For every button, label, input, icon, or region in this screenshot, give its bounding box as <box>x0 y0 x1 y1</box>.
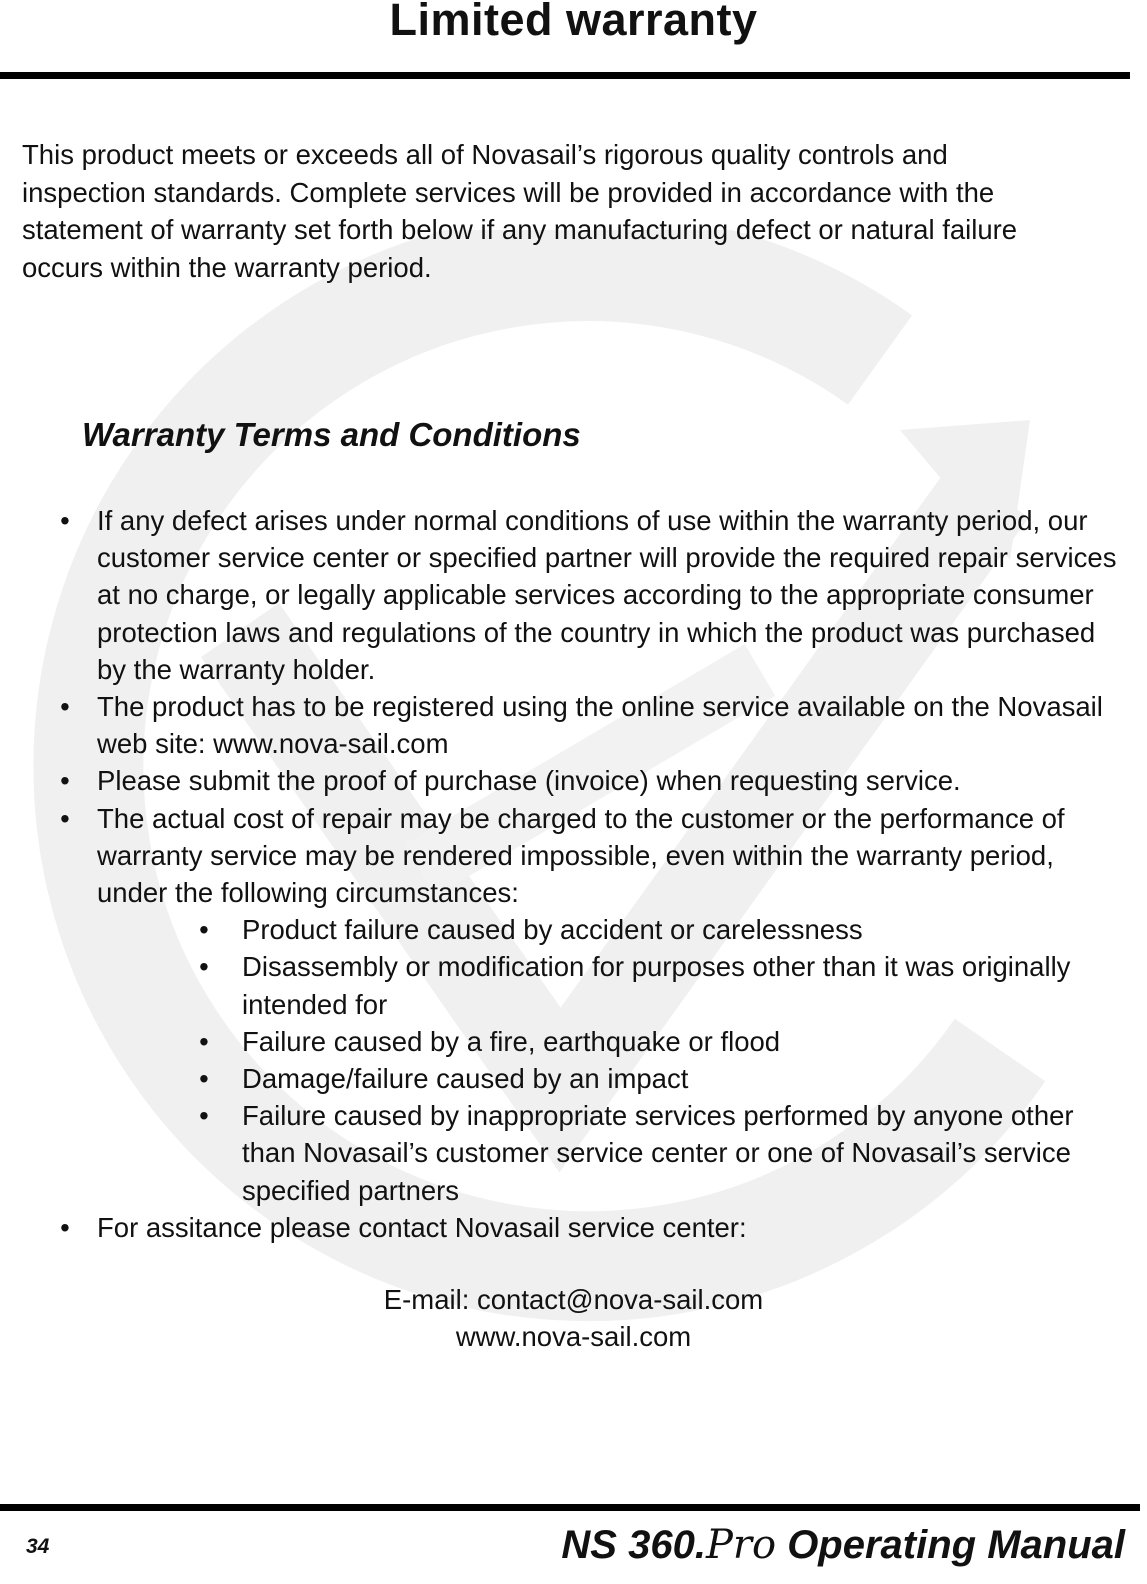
list-item-text: Please submit the proof of purchase (invoice) when requesting service. <box>97 765 961 797</box>
footer-manual: Operating Manual <box>787 1523 1125 1567</box>
sub-list-item-text: Failure caused by inappropriate services performed by anyone other than Novasail’s customer service center or one of Novasail’s service specified partners <box>242 1100 1074 1206</box>
list-item <box>0 688 1117 762</box>
bullet-icon: • <box>60 505 70 536</box>
list-item <box>0 800 1117 912</box>
sub-list-item-text: Product failure caused by accident or carelessness <box>242 914 863 946</box>
sub-list-item-text: Disassembly or modification for purposes other than it was originally intended for <box>242 951 1071 1020</box>
intro-paragraph <box>22 136 1142 286</box>
list-item-text: The product has to be registered using the online service available on the Novasail web site: www.nova-sail.com <box>97 691 1103 760</box>
intro-line: statement of warranty set forth below if any manufacturing defect or natural failure <box>22 214 1018 245</box>
footer-model-suffix: Pro <box>705 1522 777 1568</box>
sub-list-item-text: Failure caused by a fire, earthquake or flood <box>242 1025 781 1057</box>
header-divider <box>0 72 1130 79</box>
bullet-icon: • <box>60 1211 70 1243</box>
bullet-icon: • <box>199 1025 209 1057</box>
contact-website[interactable]: www.nova-sail.com <box>455 1321 692 1352</box>
bullet-icon: • <box>199 1100 209 1132</box>
intro-line: This product meets or exceeds all of Novasail’s rigorous quality controls and <box>22 139 948 170</box>
list-item <box>0 762 1117 799</box>
list-item <box>0 502 1117 688</box>
bullet-icon: • <box>60 802 70 834</box>
intro-line: inspection standards. Complete services will be provided in accordance with the <box>22 176 995 208</box>
footer-manual-title <box>561 1522 1125 1568</box>
intro-line: occurs within the warranty period. <box>22 251 432 283</box>
footer-model: NS 360. <box>561 1523 706 1567</box>
bullet-icon: • <box>199 1063 209 1095</box>
bullet-icon: • <box>199 914 209 946</box>
list-item-text: If any defect arises under normal conditions of use within the warranty period, our customer service center or specified partner will provide the required repair services at no charge, or legally applicable services according to the appropriate consumer protection laws and regulations of the country in which the product was purchased by the warranty holder. <box>97 505 1117 685</box>
sub-list-item <box>0 948 1122 1022</box>
footer-divider <box>0 1504 1140 1511</box>
page-number: 34 <box>26 1535 50 1558</box>
sub-list-item <box>0 911 1122 948</box>
section-heading: Warranty Terms and Conditions <box>82 416 581 453</box>
contact-email[interactable]: E-mail: contact@nova-sail.com <box>383 1284 764 1315</box>
contact-block <box>0 1281 1147 1355</box>
list-item-text: The actual cost of repair may be charged to the customer or the performance of warranty service may be rendered impossible, even within the warranty period, under the following circumstances: <box>97 802 1065 909</box>
sub-list-item-text: Damage/failure caused by an impact <box>242 1063 689 1095</box>
list-item-text: For assitance please contact Novasail service center: <box>97 1211 747 1243</box>
bullet-icon: • <box>199 951 209 983</box>
list-item <box>0 1209 1117 1246</box>
bullet-icon: • <box>60 691 70 723</box>
page-title: Limited warranty <box>389 0 758 45</box>
terms-list <box>0 502 1147 1246</box>
sub-list-item <box>0 1097 1122 1209</box>
sub-list-item <box>0 1060 1122 1097</box>
bullet-icon: • <box>60 765 70 797</box>
sub-list-item <box>0 1023 1122 1060</box>
